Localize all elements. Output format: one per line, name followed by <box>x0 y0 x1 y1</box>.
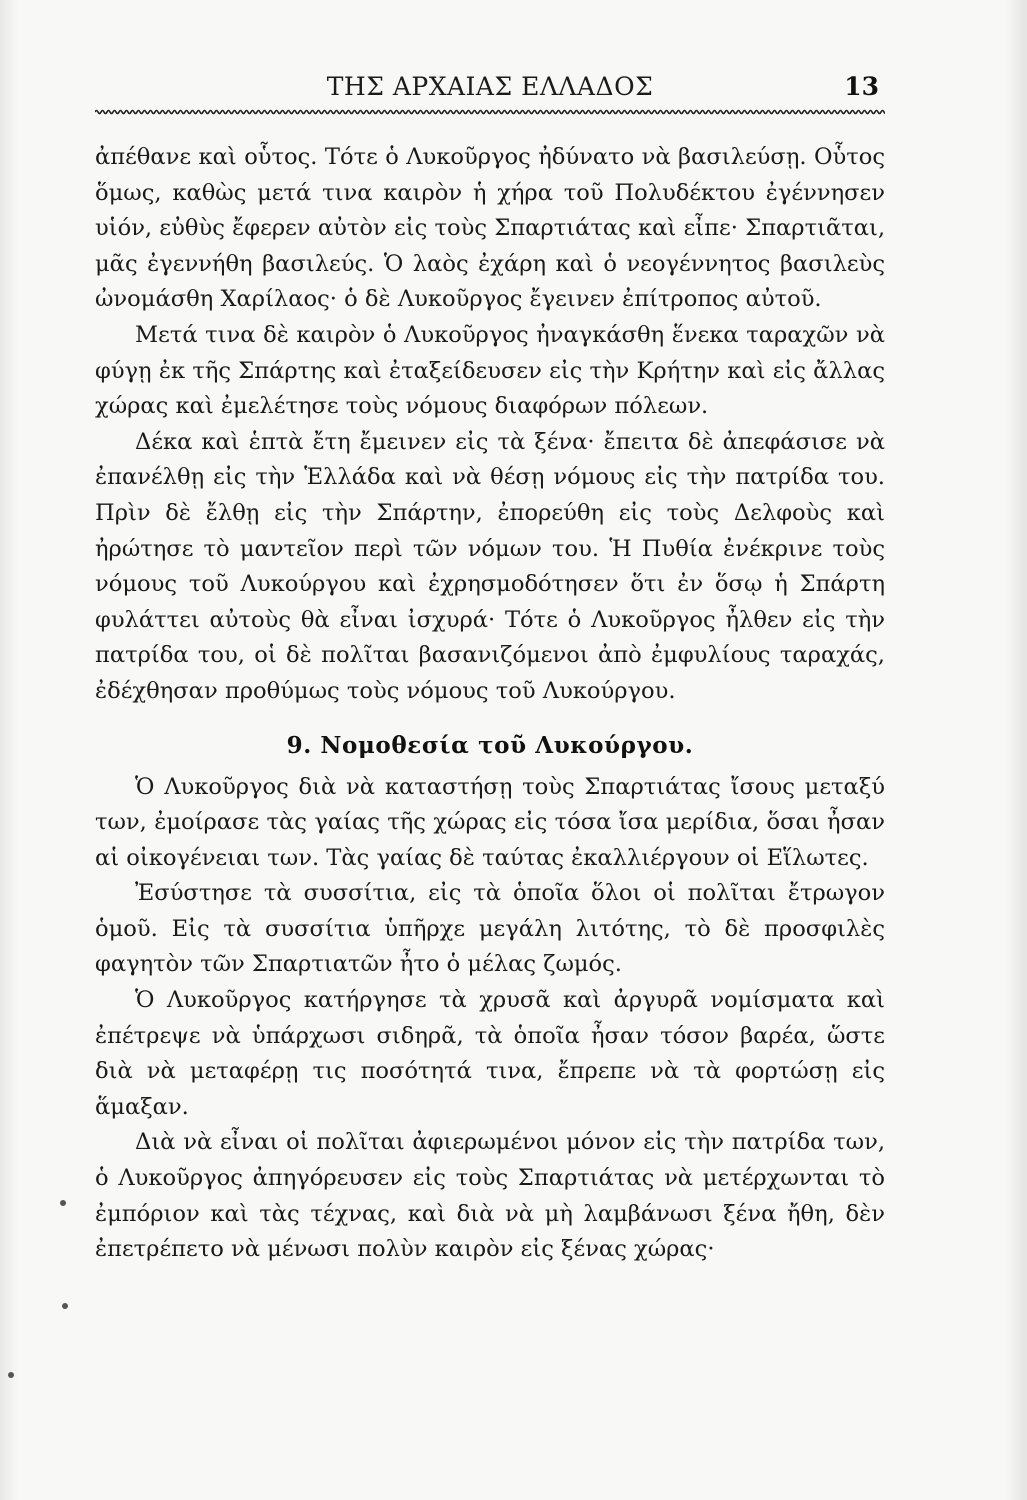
running-title: ΤΗΣ ΑΡΧΑΙΑΣ ΕΛΛΑΔΟΣ <box>326 72 654 101</box>
margin-speck <box>60 1200 66 1206</box>
page-number: 13 <box>844 72 879 101</box>
margin-speck <box>62 1303 68 1309</box>
section-paragraph-1: Ὁ Λυκοῦργος διὰ νὰ καταστήσῃ τοὺς Σπαρτιάτας ἴσους μεταξύ των, ἐμοίρασε τὰς γαίας τῆς χώρας εἰς τόσα ἴσα μερίδια, ὅσαι ἦσαν αἱ οἰκογένειαι των. Τὰς γαίας δὲ ταύτας ἐκαλλιέργουν οἱ Εἵλωτες. <box>95 773 885 871</box>
page-edge-shadow-right <box>1005 0 1027 1500</box>
paragraph-3: Δέκα καὶ ἑπτὰ ἔτη ἔμεινεν εἰς τὰ ξένα· ἔπειτα δὲ ἀπεφάσισε νὰ ἐπανέλθῃ εἰς τὴν Ἑλλάδα καὶ νὰ θέσῃ νόμους εἰς τὴν πατρίδα του. Πρὶν δὲ ἔλθῃ εἰς τὴν Σπάρτην, ἐπορεύθη εἰς τοὺς Δελφοὺς καὶ ἠρώτησε τὸ μαντεῖον περὶ τῶν νόμων του. Ἡ Πυθία ἐνέκρινε τοὺς νόμους τοῦ Λυκούργου καὶ ἐχρησμοδότησεν ὅτι ἐν ὅσῳ ἡ Σπάρτη φυλάττει αὐτοὺς θὰ εἶναι ἰσχυρά· Τότε ὁ Λυκοῦργος ἦλθεν εἰς τὴν πατρίδα του, οἱ δὲ πολῖται βασανιζόμενοι ἀπὸ ἐμφυλίους ταραχάς, ἐδέχθησαν προθύμως τοὺς νόμους τοῦ Λυκούργου. <box>95 428 885 704</box>
section-heading: 9. Νομοθεσία τοῦ Λυκούργου. <box>286 731 694 759</box>
section-paragraph-4: Διὰ νὰ εἶναι οἱ πολῖται ἀφιερωμένοι μόνον εἰς τὴν πατρίδα των, ὁ Λυκοῦργος ἀπηγόρευσεν εἰς τοὺς Σπαρτιάτας νὰ μετέρχωνται τὸ ἐμπόριον καὶ τὰς τέχνας, καὶ διὰ νὰ μὴ λαμβάνωσι ξένα ἤθη, δὲν ἐπετρέπετο νὰ μένωσι πολὺν καιρὸν εἰς ξένας χώρας· <box>95 1129 885 1263</box>
header-wavy-rule <box>95 108 885 116</box>
section-paragraph-2: Ἐσύστησε τὰ συσσίτια, εἰς τὰ ὁποῖα ὅλοι οἱ πολῖται ἔτρωγον ὁμοῦ. Εἰς τὰ συσσίτια ὑπῆρχε μεγάλη λιτότης, τὸ δὲ προσφιλὲς φαγητὸν τῶν Σπαρτιατῶν ἦτο ὁ μέλας ζωμός. <box>95 880 885 978</box>
paragraph-2: Μετά τινα δὲ καιρὸν ὁ Λυκοῦργος ἠναγκάσθη ἕνεκα ταραχῶν νὰ φύγῃ ἐκ τῆς Σπάρτης καὶ ἐταξείδευσεν εἰς τὴν Κρήτην καὶ εἰς ἄλλας χώρας καὶ ἐμελέτησε τοὺς νόμους διαφόρων πόλεων. <box>95 321 885 420</box>
page-body <box>95 140 885 1268</box>
section-paragraph-3: Ὁ Λυκοῦργος κατήργησε τὰ χρυσᾶ καὶ ἀργυρᾶ νομίσματα καὶ ἐπέτρεψε νὰ ὑπάρχωσι σιδηρᾶ, τὰ ὁποῖα ἦσαν τόσον βαρέα, ὥστε διὰ νὰ μεταφέρῃ τις ποσότητά τινα, ἔπρεπε νὰ τὰ φορτώσῃ εἰς ἅμαξαν. <box>95 987 885 1120</box>
margin-speck <box>8 1372 14 1378</box>
paragraph-1: ἀπέθανε καὶ οὗτος. Τότε ὁ Λυκοῦργος ἠδύνατο νὰ βασιλεύσῃ. Οὗτος ὅμως, καθὼς μετά τινα καιρὸν ἡ χήρα τοῦ Πολυδέκτου ἐγέννησεν υἱόν, εὐθὺς ἔφερεν αὐτὸν εἰς τοὺς Σπαρτιάτας καὶ εἶπε· Σπαρτιᾶται, μᾶς ἐγεννήθη βασιλεύς. Ὁ λαὸς ἐχάρη καὶ ὁ νεογέννητος βασιλεὺς ὠνομάσθη Χαρίλαος· ὁ δὲ Λυκοῦργος ἔγεινεν ἐπίτροπος αὐτοῦ. <box>95 144 885 313</box>
running-header <box>95 70 885 110</box>
page-edge-shadow-left <box>0 0 18 1500</box>
